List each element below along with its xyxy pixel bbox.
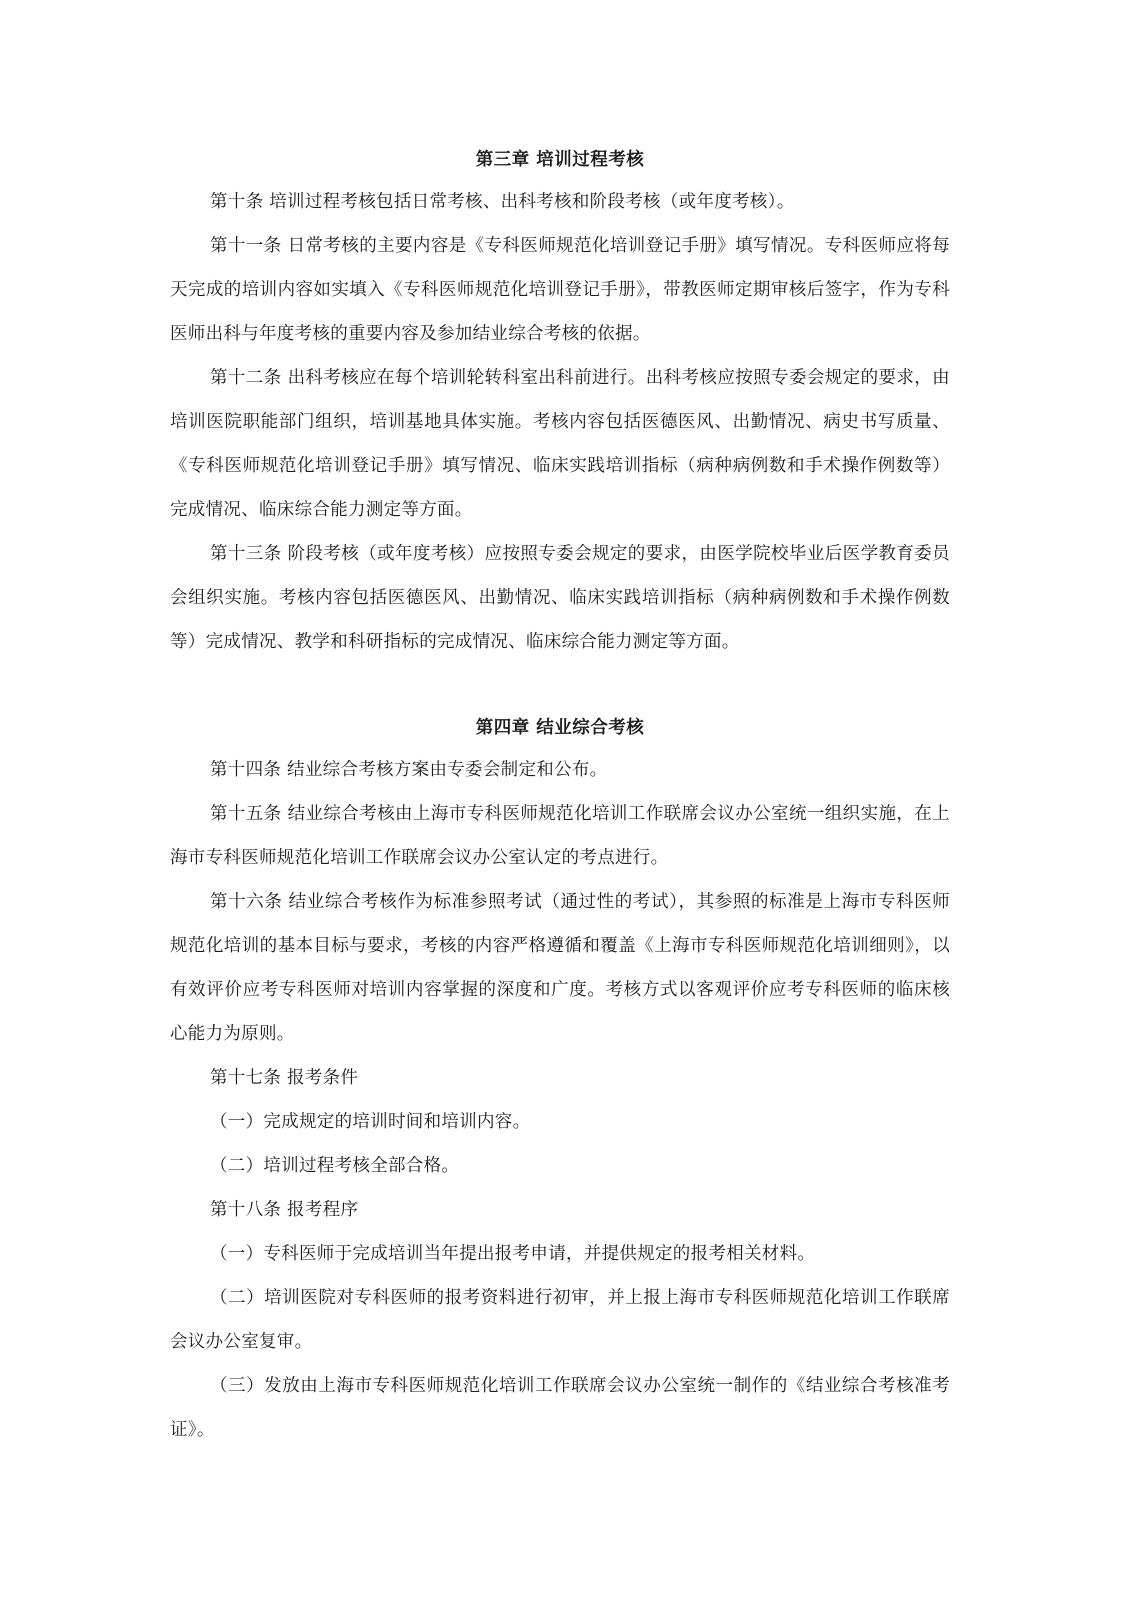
article-18-item-1: （一）专科医师于完成培训当年提出报考申请，并提供规定的报考相关材料。	[210, 1244, 816, 1264]
article-15: 第十五条 结业综合考核由上海市专科医师规范化培训工作联席会议办公室统一组织实施，在上海市专科医师规范化培训工作联席会议办公室认定的考点进行。	[170, 804, 950, 868]
article-14: 第十四条 结业综合考核方案由专委会制定和公布。	[210, 760, 608, 780]
article-12: 第十二条 出科考核应在每个培训轮转科室出科前进行。出科考核应按照专委会规定的要求，由培训医院职能部门组织，培训基地具体实施。考核内容包括医德医风、出勤情况、病史书写质量、《专科医师规范化培训登记手册》填写情况、临床实践培训指标（病种病例数和手术操作例数等）完成情况、临床综合能力测定等方面。	[170, 368, 950, 520]
chapter-4-title: 第四章 结业综合考核	[475, 718, 645, 738]
chapter-3-title: 第三章 培训过程考核	[475, 150, 645, 170]
article-10: 第十条 培训过程考核包括日常考核、出科考核和阶段考核（或年度考核）。	[210, 192, 795, 212]
article-16: 第十六条 结业综合考核作为标准参照考试（通过性的考试），其参照的标准是上海市专科医师规范化培训的基本目标与要求，考核的内容严格遵循和覆盖《上海市专科医师规范化培训细则》，以有效评价应考专科医师对培训内容掌握的深度和广度。考核方式以客观评价应考专科医师的临床核心能力为原则。	[170, 892, 950, 1044]
article-11: 第十一条 日常考核的主要内容是《专科医师规范化培训登记手册》填写情况。专科医师应将每天完成的培训内容如实填入《专科医师规范化培训登记手册》，带教医师定期审核后签字，作为专科医师出科与年度考核的重要内容及参加结业综合考核的依据。	[170, 236, 950, 344]
article-17-item-2: （二）培训过程考核全部合格。	[210, 1156, 460, 1176]
article-17-item-1: （一）完成规定的培训时间和培训内容。	[210, 1112, 531, 1132]
article-18-item-3: （三）发放由上海市专科医师规范化培训工作联席会议办公室统一制作的《结业综合考核准考证》。	[170, 1376, 950, 1440]
article-18-item-2: （二）培训医院对专科医师的报考资料进行初审，并上报上海市专科医师规范化培训工作联席会议办公室复审。	[170, 1288, 950, 1352]
article-18-heading: 第十八条 报考程序	[210, 1200, 359, 1220]
article-13: 第十三条 阶段考核（或年度考核）应按照专委会规定的要求，由医学院校毕业后医学教育委员会组织实施。考核内容包括医德医风、出勤情况、临床实践培训指标（病种病例数和手术操作例数等）完成情况、教学和科研指标的完成情况、临床综合能力测定等方面。	[170, 544, 950, 652]
document-content	[170, 140, 950, 1452]
article-17-heading: 第十七条 报考条件	[210, 1068, 359, 1088]
